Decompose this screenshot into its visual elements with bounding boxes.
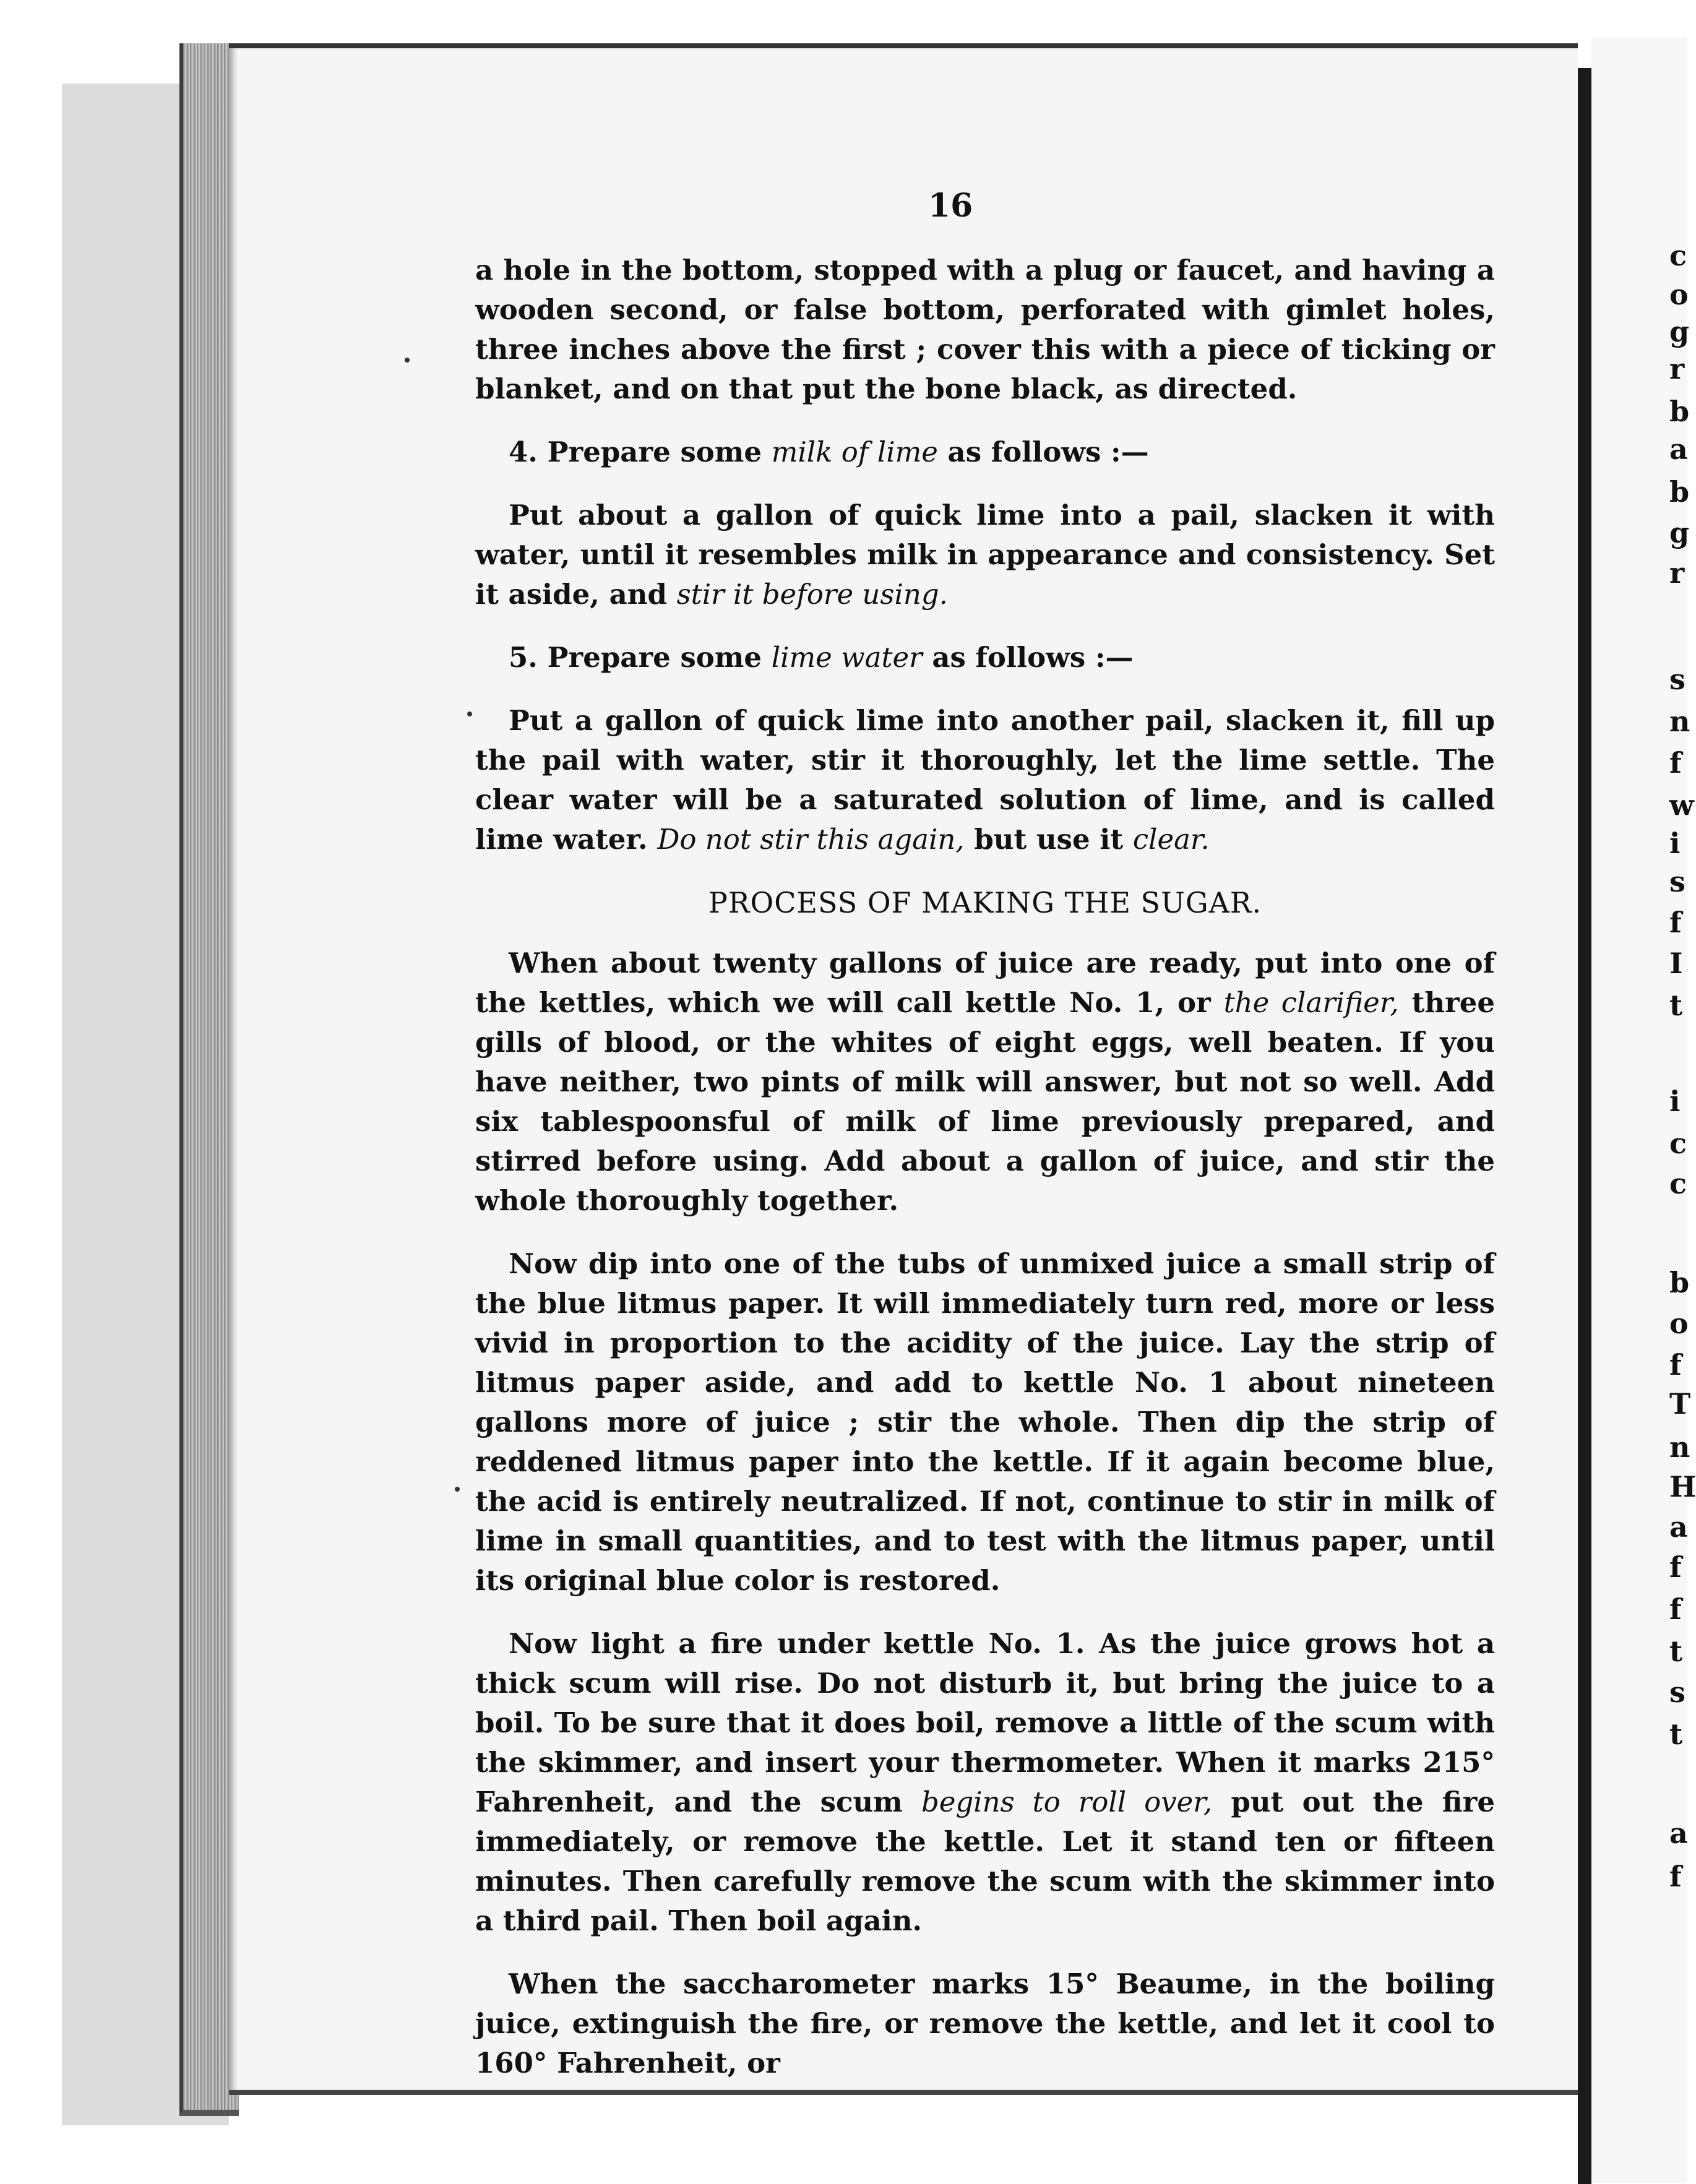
facing-page-letter: b [1669, 475, 1690, 509]
facing-page-letter: t [1669, 1718, 1683, 1751]
facing-page-letter: c [1669, 239, 1687, 272]
paragraph [475, 701, 1495, 859]
facing-page-letter: t [1669, 1635, 1683, 1668]
page-text [475, 251, 1495, 2107]
facing-page-letter: r [1669, 556, 1685, 590]
facing-page-letter: s [1669, 865, 1685, 898]
text-run: put out the fire immediately, or remove the kettle. Let it stand ten or fifteen minutes. Then carefully remove the scum with the skimmer into a third pail. Then boil again. [475, 1786, 1495, 1937]
speck-mark [455, 1487, 460, 1492]
italic-run: milk of lime [771, 436, 938, 468]
italic-run: the clarifier, [1223, 986, 1399, 1019]
facing-page-letter: I [1669, 947, 1683, 980]
facing-page-letter: s [1669, 663, 1685, 696]
italic-run: lime water [771, 641, 923, 674]
italic-run: Do not stir this again, [657, 823, 965, 856]
text-run: 5. Prepare some [509, 641, 772, 674]
facing-page-letter: o [1669, 1307, 1689, 1340]
facing-page-letter: o [1669, 278, 1689, 311]
facing-page-letter: g [1669, 315, 1690, 348]
text-run: but use it [964, 823, 1133, 856]
facing-page-letter: a [1669, 432, 1688, 466]
section-heading: PROCESS OF MAKING THE SUGAR. [708, 886, 1262, 919]
paragraph [475, 432, 1495, 472]
text-run: Now light a fire under kettle No. 1. As the juice grows hot a thick scum will rise. Do not disturb it, but bring the juice to a boil. To be sure that it does boil, remove a little of the scum with the skimmer, and insert your thermometer. When it marks 215° Fahrenheit, and the scum [475, 1627, 1495, 1818]
facing-page-letter: a [1669, 1816, 1688, 1850]
facing-page-letter: b [1669, 1266, 1690, 1299]
italic-run: begins to roll over, [921, 1786, 1213, 1818]
text-run: as follows :— [922, 641, 1134, 674]
text-run: 4. Prepare some [509, 436, 772, 468]
facing-page-letter: f [1669, 1860, 1682, 1893]
text-run: When about twenty gallons of juice are ready, put into one of the kettles, which we will call kettle No. 1, or [475, 947, 1495, 1019]
paragraph: a hole in the bottom, stopped with a plug or faucet, and having a wooden second, or false bottom, perforated with gimlet holes, three inches above the first ; cover this with a piece of ticking or blanket, and on that put the bone black, as directed. [475, 254, 1495, 405]
text-run: as follows :— [937, 436, 1149, 468]
facing-page-letter: c [1669, 1127, 1687, 1160]
facing-page-letter: f [1669, 906, 1682, 939]
speck-mark [405, 358, 410, 363]
facing-page-letter: n [1669, 1430, 1690, 1464]
italic-run: stir it before using. [676, 578, 948, 611]
facing-page-letter: g [1669, 516, 1690, 549]
text-run: three gills of blood, or the whites of eight eggs, well beaten. If you have neither, two pints of milk will answer, but not so well. Add six tablespoonsful of milk of lime previously prepared, and stirred before using. Add about a gallon of juice, and stir the whole thoroughly together. [475, 986, 1495, 1217]
facing-page-letter: c [1669, 1167, 1687, 1200]
paragraph: When the saccharometer marks 15° Beaume, in the boiling juice, extinguish the fire, or remove the kettle, and let it cool to 160° Fahrenheit, or [475, 1967, 1495, 2079]
book-gutter [1578, 68, 1591, 2184]
facing-page-letter: a [1669, 1510, 1688, 1544]
page-number: 16 [928, 187, 973, 225]
facing-page-fragment [1591, 37, 1696, 2183]
facing-page-letter: i [1669, 1085, 1681, 1118]
facing-page-letter: t [1669, 989, 1683, 1022]
text-run: Put a gallon of quick lime into another pail, slacken it, fill up the pail with water, stir it thoroughly, let the lime settle. The clear water will be a saturated solution of lime, and is called lime water. [475, 704, 1495, 856]
text-run: Put about a gallon of quick lime into a pail, slacken it with water, until it resembles milk in appearance and consistency. Set it aside, and [475, 499, 1495, 611]
italic-run: clear. [1132, 823, 1210, 856]
facing-page-letter: s [1669, 1675, 1685, 1709]
facing-page-letter: f [1669, 1348, 1682, 1382]
speck-mark [467, 712, 472, 716]
paragraph [475, 496, 1495, 614]
facing-page-letter: T [1669, 1387, 1691, 1421]
facing-page-letter: f [1669, 1550, 1682, 1584]
paragraph [475, 944, 1495, 1221]
paragraph [475, 638, 1495, 677]
facing-page-letter: b [1669, 395, 1690, 428]
facing-page-letter: H [1669, 1470, 1696, 1503]
paragraph: Now dip into one of the tubs of unmixed juice a small strip of the blue litmus paper. It will immediately turn red, more or less vivid in proportion to the acidity of the juice. Lay the strip of litmus paper aside, and add to kettle No. 1 about nineteen gallons more of juice ; stir the whole. Then dip the strip of reddened litmus paper into the kettle. If it again become blue, the acid is entirely neutralized. If not, continue to stir in milk of lime in small quantities, and to test with the litmus paper, until its original blue color is restored. [475, 1247, 1495, 1597]
paragraph [475, 1624, 1495, 1941]
facing-page-letter: r [1669, 352, 1685, 385]
facing-page-letter: f [1669, 746, 1682, 780]
facing-page-letter: i [1669, 827, 1681, 860]
facing-page-letter: n [1669, 705, 1690, 738]
facing-page-letter: w [1669, 788, 1694, 822]
facing-page-letter: f [1669, 1593, 1682, 1626]
